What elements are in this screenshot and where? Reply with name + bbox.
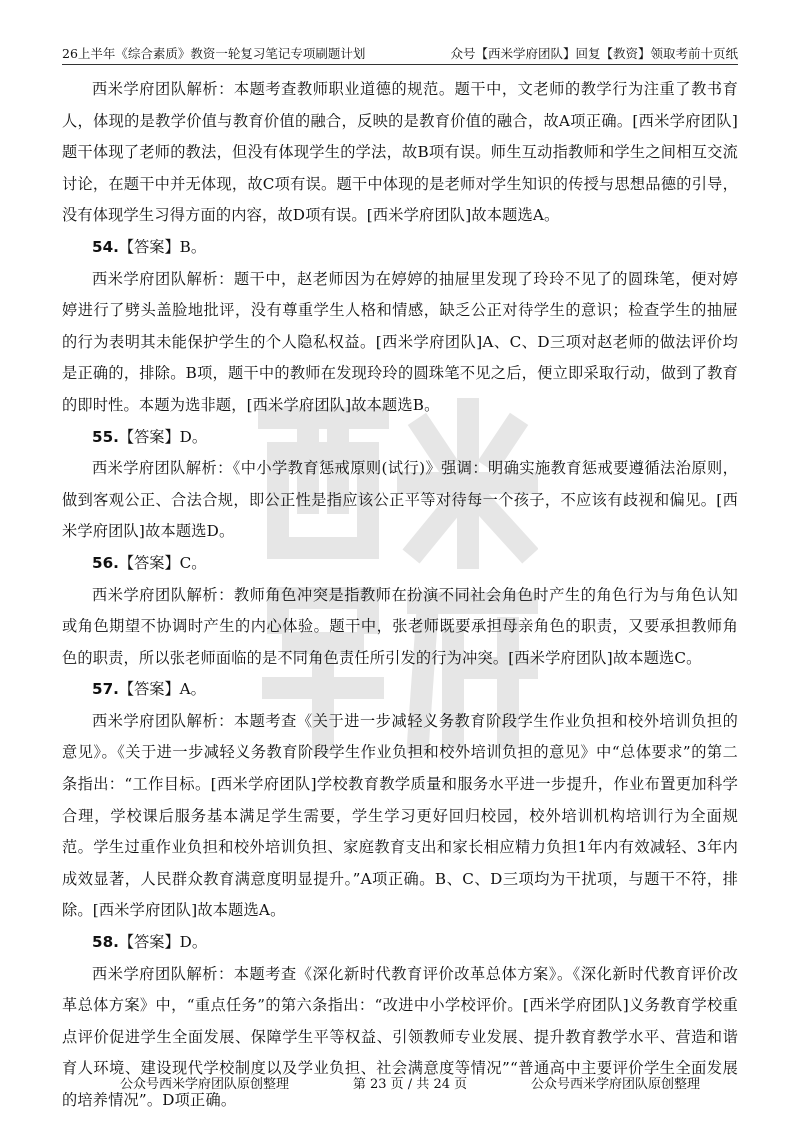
explanation-paragraph: 西米学府团队解析：教师角色冲突是指教师在扮演不同社会角色时产生的角色行为与角色认知或角色期望不协调时产生的内心体验。题干中，张老师既要承担母亲角色的职责，又要承担教师角色的职责，所以张老师面临的是不同角色责任所引发的行为冲突。[西米学府团队]故本题选C。 — [62, 585, 738, 667]
item-55 — [62, 422, 738, 548]
answer-label: 【答案】D。 — [118, 933, 208, 952]
explanation-paragraph: 西米学府团队解析：本题考查《深化新时代教育评价改革总体方案》。《深化新时代教育评价改革总体方案》中，“重点任务”的第六条指出：“改进中小学校评价。[西米学府团队]义务教育学校重点评价促进学生全面发展、保障学生平等权益、引领教师专业发展、提升教育教学水平、营造和谐育人环境、建设现代学校制度以及学业负担、社会满意度等情况”“普通高中主要评价学生全面发展的培养情况”。D项正确。 — [62, 964, 738, 1109]
question-number: 58. — [92, 933, 119, 952]
answer-label: 【答案】A。 — [118, 680, 206, 699]
answer-line — [62, 927, 738, 959]
answer-line — [62, 548, 738, 580]
explanation-paragraph: 西米学府团队解析：《中小学教育惩戒原则(试行)》强调：明确实施教育惩戒要遵循法治原则，做到客观公正、合法合规，即公正性是指应该公正平等对待每一个孩子，不应该有歧视和偏见。[西米学府团队]故本题选D。 — [62, 459, 738, 541]
explanation-paragraph: 西米学府团队解析：本题考查教师职业道德的规范。题干中，文老师的教学行为注重了教书育人，体现的是教学价值与教育价值的融合，反映的是教育价值的融合，故A项正确。[西米学府团队]题干体现了老师的教法，但没有体现学生的学法，故B项有误。师生互动指教师和学生之间相互交流讨论，在题干中并无体现，故C项有误。题干中体现的是老师对学生知识的传授与思想品德的引导，没有体现学生习得方面的内容，故D项有误。[西米学府团队]故本题选A。 — [62, 80, 738, 225]
item-57 — [62, 674, 738, 927]
answer-explanations — [62, 74, 738, 1117]
question-number: 55. — [92, 427, 119, 446]
explanation-paragraph: 西米学府团队解析：本题考查《关于进一步减轻义务教育阶段学生作业负担和校外培训负担的意见》。《关于进一步减轻义务教育阶段学生作业负担和校外培训负担的意见》中“总体要求”的第二条指出：“工作目标。[西米学府团队]学校教育教学质量和服务水平进一步提升，作业布置更加科学合理，学校课后服务基本满足学生需要，学生学习更好回归校园，校外培训机构培训行为全面规范。学生过重作业负担和校外培训负担、家庭教育支出和家长相应精力负担1年内有效减轻、3年内成效显著，人民群众教育满意度明显提升。”A项正确。B、C、D三项均为干扰项，与题干不符，排除。[西米学府团队]故本题选A。 — [62, 711, 738, 920]
question-number: 57. — [92, 680, 119, 699]
answer-line — [62, 422, 738, 454]
question-number: 56. — [92, 553, 119, 572]
answer-label: 【答案】D。 — [118, 427, 208, 446]
footer-right: 公众号西米学府团队原创整理 — [530, 1077, 700, 1092]
explanation-paragraph: 西米学府团队解析：题干中，赵老师因为在婷婷的抽屉里发现了玲玲不见了的圆珠笔，便对婷婷进行了劈头盖脸地批评，没有尊重学生人格和情感，缺乏公正对待学生的意识；检查学生的抽屉的行为表明其未能保护学生的个人隐私权益。[西米学府团队]A、C、D三项对赵老师的做法评价均是正确的，排除。B项，题干中的教师在发现玲玲的圆珠笔不见之后，便立即采取行动，做到了教育的即时性。本题为选非题，[西米学府团队]故本题选B。 — [62, 269, 738, 414]
answer-line — [62, 232, 738, 264]
item-54 — [62, 232, 738, 422]
answer-label: 【答案】B。 — [118, 237, 207, 256]
question-number: 54. — [92, 237, 119, 256]
answer-line — [62, 674, 738, 706]
page-footer — [120, 1073, 700, 1092]
page-number: 第 23 页 / 共 24 页 — [352, 1077, 468, 1092]
header-promo: 众号【西米学府团队】回复【教资】领取考前十页纸 — [450, 46, 738, 61]
answer-label: 【答案】C。 — [118, 553, 207, 572]
footer-left: 公众号西米学府团队原创整理 — [120, 1077, 290, 1092]
item-53-tail — [62, 74, 738, 232]
page-header — [62, 38, 738, 65]
header-title: 26上半年《综合素质》教资一轮复习笔记专项刷题计划 — [62, 46, 366, 61]
item-56 — [62, 548, 738, 674]
